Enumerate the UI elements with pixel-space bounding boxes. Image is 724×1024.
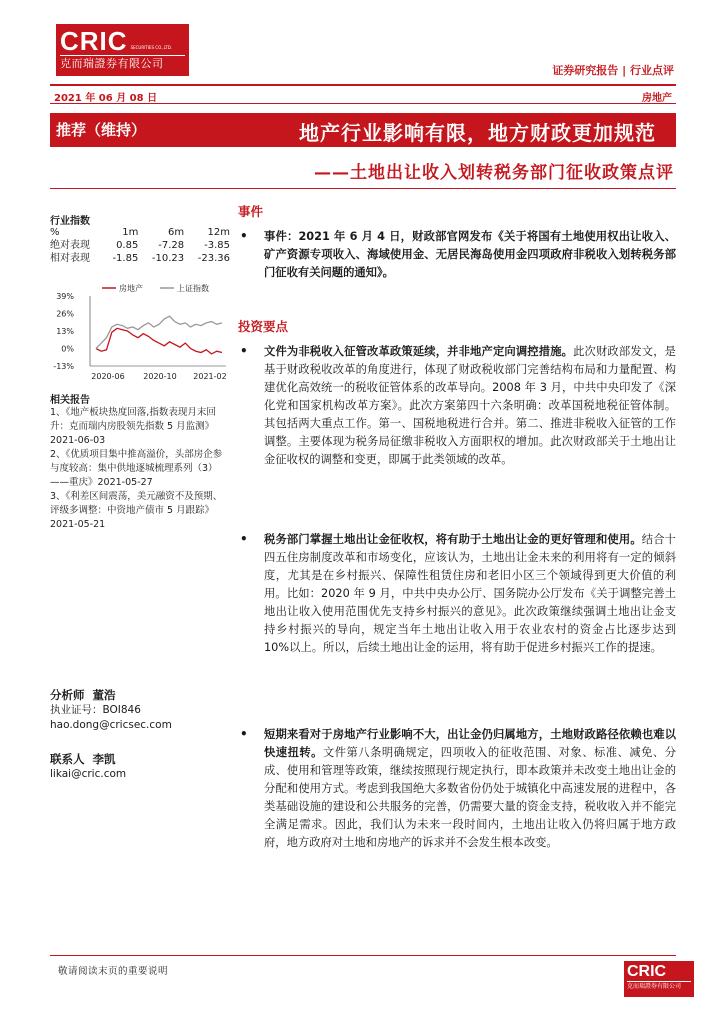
- paragraph-lead: 税务部门掌握土地出让金征收权，将有助于土地出让金的更好管理和使用。: [264, 533, 642, 546]
- bullet-icon: •: [240, 532, 248, 546]
- y-tick-label: 39%: [56, 292, 74, 301]
- bullet-icon: •: [240, 344, 248, 358]
- logo-text: CRIC: [60, 26, 128, 56]
- invest-paragraph-2: [264, 531, 676, 657]
- table-row: [50, 239, 230, 252]
- report-date: 2021 年 06 月 08 日: [54, 93, 158, 104]
- bullet-icon: •: [240, 229, 248, 243]
- table-cell: -7.28: [158, 240, 185, 251]
- list-item: 1、《地产板块热度回落,指数表现月末回升：克而瑞内房股领先指数 5 月监测》2021-06-03: [50, 407, 216, 446]
- table-cell: 绝对表现: [50, 240, 90, 251]
- series-line-real-estate: [96, 328, 222, 354]
- contact-name: 李凯: [92, 752, 116, 766]
- contact-email[interactable]: likai@cric.com: [50, 768, 127, 780]
- table-header-row: [50, 226, 230, 239]
- contact-label: 联系人: [50, 752, 85, 766]
- analyst-cert: 执业证号：BOI846: [50, 704, 141, 716]
- title-bar: [50, 113, 676, 147]
- logo-chinese-name: 克而瑞證券有限公司: [60, 55, 185, 72]
- legend-label-real-estate: 房地产: [119, 284, 143, 293]
- analyst-email[interactable]: hao.dong@cricsec.com: [50, 719, 172, 731]
- invest-paragraph-1: [264, 343, 676, 469]
- x-tick-label: 2020-10: [143, 372, 177, 381]
- bullet-icon: •: [240, 727, 248, 741]
- y-tick-label: 26%: [56, 309, 74, 319]
- invest-section-title: 投资要点: [238, 319, 289, 334]
- table-row: [50, 252, 230, 265]
- table-cell: 相对表现: [50, 253, 90, 264]
- index-chart: [50, 282, 230, 382]
- table-cell: -3.85: [204, 240, 230, 251]
- paragraph-lead: 文件为非税收入征管改革政策延续，并非地产定向调控措施。: [264, 345, 574, 358]
- date-bar: [50, 84, 676, 104]
- page-subtitle: ——土地出让收入划转税务部门征收政策点评: [314, 163, 674, 183]
- paragraph-body: 此次财政部发文，是基于财政税收改革的角度进行，体现了财政税收部门完善结构布局和力量配置、构建优化高效统一的税收征管体系的改革导向。2008 年 3 月，中共中央印发了《深化党和国家机构改革方案》。此次方案第四十六条明确：改革国税地税征管体制。其包括两大重点工作。第一、国税地税进行合并。第二、推进非税收入征管的工作调整。主要体现为税务局征缴非税收入方面职权的增加。此次财政部关于土地出让金征收权的调整和变更，即属于此类领域的改革。: [264, 345, 676, 466]
- x-tick-label: 2020-06: [91, 372, 125, 381]
- contact-block: [50, 752, 230, 782]
- footer-note: 敬请阅读末页的重要说明: [58, 966, 169, 977]
- y-tick-label: -13%: [53, 362, 74, 371]
- index-chart-svg: [50, 282, 230, 382]
- table-header-cell: 6m: [168, 227, 185, 238]
- header-divider: [50, 188, 676, 189]
- y-tick-label: 13%: [56, 327, 74, 336]
- analyst-block: [50, 688, 230, 733]
- report-sector: 房地产: [642, 93, 672, 104]
- footer-divider: [50, 955, 676, 956]
- footer-logo-text: CRIC: [627, 963, 667, 980]
- table-cell: 0.85: [116, 240, 139, 251]
- table-header-cell: %: [50, 227, 60, 238]
- report-type: 证券研究报告 | 行业点评: [552, 64, 674, 77]
- list-item: 3、《利差区间震荡，美元融资不及预期、评级多调整：中资地产债市 5 月跟踪》2021-05-21: [50, 491, 223, 530]
- table-cell: -23.36: [197, 253, 230, 264]
- y-tick-label: 0%: [61, 344, 74, 354]
- legend-label-shanghai-index: 上证指数: [177, 284, 209, 293]
- x-tick-label: 2021-02: [193, 372, 227, 381]
- rating: 推荐（维持）: [56, 121, 147, 139]
- paragraph-lead: 短期来看对于房地产行业影响不大，出让金仍归属地方，土地财政路径依赖也难以快速扭转。: [264, 728, 676, 759]
- footer-logo: [624, 961, 694, 997]
- event-text: 事件：2021 年 6 月 4 日，财政部官网发布《关于将国有土地使用权出让收入、矿产资源专项收入、海域使用金、无居民海岛使用金四项政府非税收入划转税务部门征收有关问题的通知》。: [264, 230, 676, 279]
- analyst-name: 董浩: [92, 688, 116, 702]
- table-header-cell: 12m: [207, 227, 230, 238]
- paragraph-body: 结合十四五住房制度改革和市场变化，应该认为，土地出让金未来的利用将有一定的倾斜度，尤其是在乡村振兴、保障性租赁住房和老旧小区三个领域得到更大价值的利用。比如：2020 年 9 月，中共中央办公厅、国务院办公厅发布《关于调整完善土地出让收入使用范围优先支持乡村振兴的意见》。此次政策继续强调土地出让金支持乡村振兴的导向，规定当年土地出让收入用于农业农村的资金占比逐步达到 10%以上。所以，后续土地出让金的运用，将有助于促进乡村振兴工作的提速。: [264, 533, 676, 654]
- index-title: 行业指数: [50, 216, 90, 227]
- paragraph-body: 文件第八条明确规定，四项收入的征收范围、对象、标准、减免、分成、使用和管理等政策，继续按照现行规定执行，即本政策并未改变土地出让金的分配和使用方式。考虑到我国绝大多数省份仍处于城镇化中高速发展的进程中，各类基础设施的建设和公共服务的完善，仍需要大量的资金支持，税收收入并不能完全满足需求。因此，我们认为未来一段时间内，土地出让收入仍将归属于地方政府，地方政府对土地和房地产的诉求并不会发生根本改变。: [264, 746, 676, 849]
- page-title: 地产行业影响有限，地方财政更加规范: [299, 121, 656, 145]
- index-table: [50, 226, 230, 265]
- table-header-cell: 1m: [122, 227, 139, 238]
- related-reports-title: 相关报告: [50, 395, 90, 406]
- footer-logo-chinese-name: 克而瑞證券有限公司: [627, 981, 691, 992]
- company-logo: [56, 24, 189, 76]
- list-item: 2、《优质项目集中推高溢价，头部房企参与度较高：集中供地逐城梳理系列（3）——重庆》2021-05-27: [50, 449, 223, 488]
- logo-sub-text: SECURITIES CO.,LTD.: [130, 45, 173, 50]
- related-reports-list: [50, 406, 230, 532]
- event-section-title: 事件: [238, 204, 264, 219]
- table-cell: -1.85: [112, 253, 139, 264]
- table-cell: -10.23: [151, 253, 185, 264]
- invest-paragraph-3: [264, 726, 676, 852]
- analyst-label: 分析师: [50, 688, 85, 702]
